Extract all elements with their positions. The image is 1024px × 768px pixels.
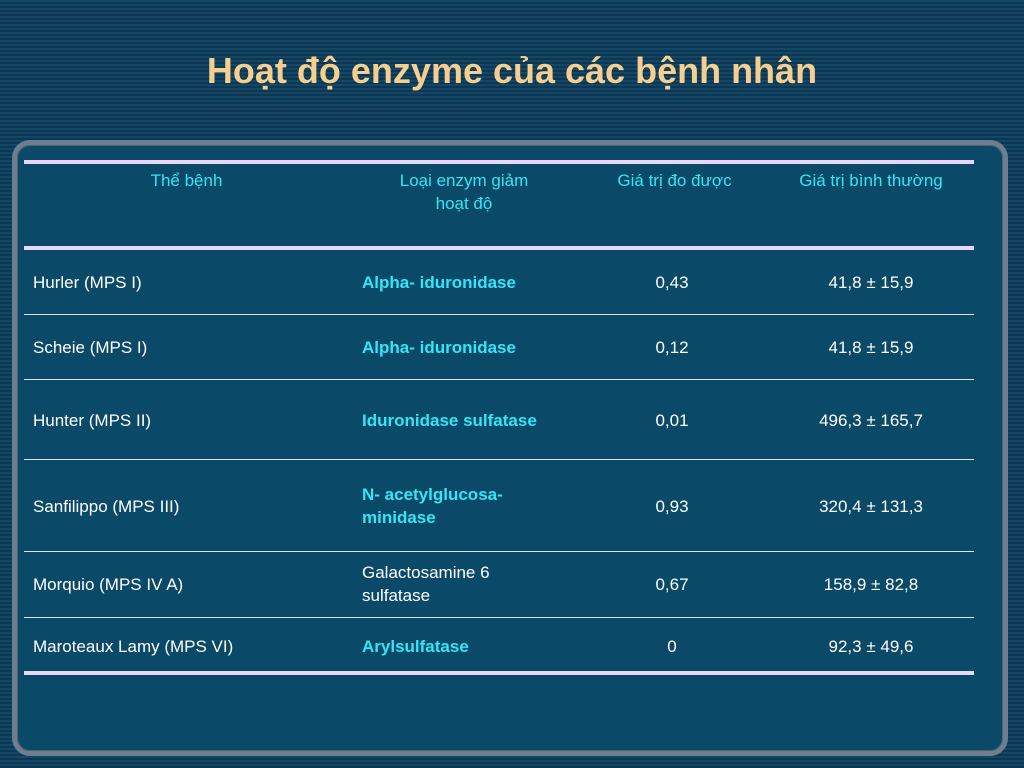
cell-normal: 320,4 ± 131,3 <box>819 497 923 516</box>
cell-normal: 41,8 ± 15,9 <box>828 273 914 292</box>
cell-measured: 0,12 <box>655 338 689 357</box>
cell-normal: 92,3 ± 49,6 <box>828 637 914 656</box>
cell-enzyme: Alpha- iduronidase <box>362 338 516 357</box>
header-enzyme <box>354 169 574 215</box>
cell-enzyme <box>362 561 592 607</box>
row-divider <box>24 314 974 315</box>
row-divider <box>24 617 974 618</box>
header-enzyme-line1: Loại enzym giảm <box>399 171 529 190</box>
cell-disease: Maroteaux Lamy (MPS VI) <box>33 637 234 656</box>
cell-enzyme-line2: minidase <box>362 508 436 527</box>
cell-disease: Scheie (MPS I) <box>33 338 148 357</box>
row-divider <box>24 459 974 460</box>
cell-normal: 496,3 ± 165,7 <box>819 411 923 430</box>
slide-title: Hoạt độ enzyme của các bệnh nhân <box>206 50 818 91</box>
cell-enzyme: Alpha- iduronidase <box>362 273 516 292</box>
header-measured: Giá trị đo được <box>617 171 732 190</box>
row-divider <box>24 379 974 380</box>
header-bottom-rule <box>24 246 974 250</box>
cell-enzyme: Iduronidase sulfatase <box>362 411 537 430</box>
cell-measured: 0,43 <box>655 273 689 292</box>
cell-measured: 0,67 <box>655 575 689 594</box>
cell-measured: 0,93 <box>655 497 689 516</box>
cell-enzyme-line1: N- acetylglucosa- <box>362 485 503 504</box>
cell-enzyme-line2: sulfatase <box>362 586 431 605</box>
header-disease: Thể bệnh <box>150 171 223 190</box>
table-bottom-rule <box>24 671 974 675</box>
cell-measured: 0,01 <box>655 411 689 430</box>
cell-enzyme <box>362 483 592 529</box>
cell-measured: 0 <box>667 637 677 656</box>
cell-enzyme: Arylsulfatase <box>362 637 469 656</box>
cell-disease: Hunter (MPS II) <box>33 411 152 430</box>
header-normal: Giá trị bình thường <box>799 171 943 190</box>
cell-normal: 158,9 ± 82,8 <box>823 575 919 594</box>
cell-enzyme-line1: Galactosamine 6 <box>362 563 490 582</box>
row-divider <box>24 551 974 552</box>
cell-disease: Morquio (MPS IV A) <box>33 575 184 594</box>
cell-normal: 41,8 ± 15,9 <box>828 338 914 357</box>
cell-disease: Sanfilippo (MPS III) <box>33 497 180 516</box>
table-top-rule <box>24 160 974 164</box>
header-enzyme-line2: hoạt độ <box>435 194 493 213</box>
table-panel <box>12 140 1008 756</box>
cell-disease: Hurler (MPS I) <box>33 273 142 292</box>
